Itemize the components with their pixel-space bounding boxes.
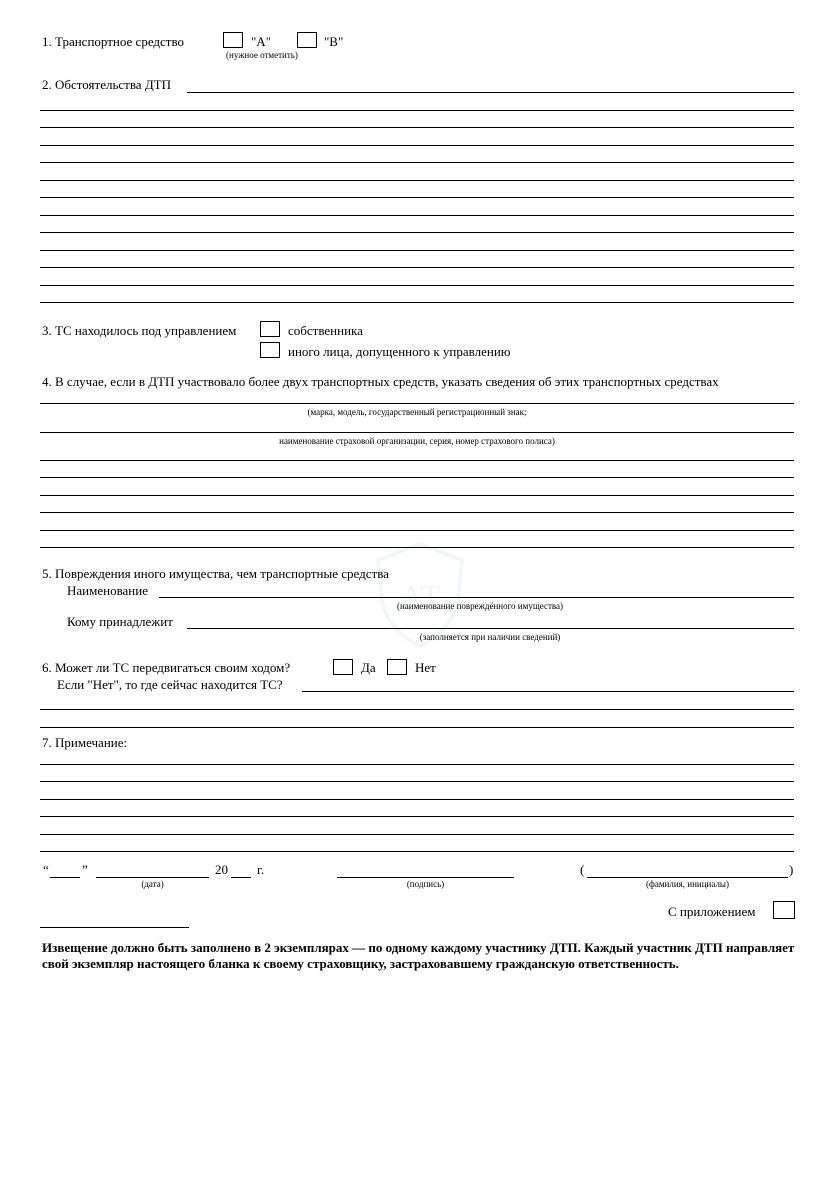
circumstances-line[interactable] <box>40 232 794 233</box>
property-owner-line[interactable] <box>187 628 794 629</box>
property-owner-label: Кому принадлежит <box>67 614 173 629</box>
vehicle-b-checkbox[interactable] <box>297 32 317 48</box>
section1-label: 1. Транспортное средство <box>42 34 185 49</box>
vehicle-location-label: Если "Нет", то где сейчас находится ТС? <box>57 677 283 692</box>
other-vehicles-line[interactable] <box>40 512 794 513</box>
other-vehicles-line[interactable] <box>40 477 794 478</box>
full-name-caption: (фамилия, инициалы) <box>646 879 729 889</box>
attachment-label: С приложением <box>668 904 756 919</box>
property-name-line[interactable] <box>159 597 794 598</box>
notes-line[interactable] <box>40 799 794 800</box>
driver-other-checkbox[interactable] <box>260 342 280 358</box>
date-open-quote: “ <box>43 862 49 877</box>
property-name-label: Наименование <box>67 583 148 598</box>
section7-label: 7. Примечание: <box>42 735 128 750</box>
property-owner-caption: (заполняется при наличии сведений) <box>419 632 561 642</box>
vehicle-location-line[interactable] <box>40 709 794 710</box>
section4-caption1: (марка, модель, государственный регистрационный знак; <box>307 407 527 417</box>
circumstances-line[interactable] <box>187 92 794 93</box>
can-move-no-checkbox[interactable] <box>387 659 407 675</box>
name-close-paren: ) <box>789 862 794 877</box>
notes-line[interactable] <box>40 764 794 765</box>
other-vehicles-line[interactable] <box>40 530 794 531</box>
circumstances-line[interactable] <box>40 285 794 286</box>
footnote-separator <box>40 927 189 928</box>
circumstances-line[interactable] <box>40 197 794 198</box>
vehicle-location-line[interactable] <box>40 727 794 728</box>
circumstances-line[interactable] <box>40 250 794 251</box>
driver-owner-checkbox[interactable] <box>260 321 280 337</box>
circumstances-line[interactable] <box>40 145 794 146</box>
date-caption: (дата) <box>141 879 164 889</box>
name-open-paren: ( <box>580 862 585 877</box>
date-year-line[interactable] <box>231 877 251 878</box>
notes-line[interactable] <box>40 816 794 817</box>
date-day-line[interactable] <box>50 877 80 878</box>
circumstances-line[interactable] <box>40 162 794 163</box>
circumstances-line[interactable] <box>40 302 794 303</box>
other-vehicles-line[interactable] <box>40 432 794 433</box>
can-move-no-label: Нет <box>415 660 436 675</box>
full-name-line[interactable] <box>587 877 788 878</box>
date-close-quote: ” <box>82 862 88 877</box>
circumstances-line[interactable] <box>40 110 794 111</box>
driver-other-label: иного лица, допущенного к управлению <box>288 344 511 359</box>
footnote-text: Извещение должно быть заполнено в 2 экземплярах — по одному каждому участнику ДТП. Каждый участник ДТП направляет свой экземпляр настоящего бланка к своему страховщику, застраховавшему гражданскую ответственность. <box>42 940 795 971</box>
date-year-prefix: 20 <box>215 862 228 877</box>
vehicle-a-label: "А" <box>251 34 272 49</box>
notes-line[interactable] <box>40 851 794 852</box>
svg-text:AT: AT <box>399 579 441 616</box>
can-move-yes-checkbox[interactable] <box>333 659 353 675</box>
vehicle-a-checkbox[interactable] <box>223 32 243 48</box>
section6-label: 6. Может ли ТС передвигаться своим ходом? <box>42 660 291 675</box>
notes-line[interactable] <box>40 834 794 835</box>
circumstances-line[interactable] <box>40 215 794 216</box>
other-vehicles-line[interactable] <box>40 460 794 461</box>
date-year-suffix: г. <box>257 862 265 877</box>
section4-caption2: наименование страховой организации, серия, номер страхового полиса) <box>279 436 555 446</box>
notes-line[interactable] <box>40 781 794 782</box>
signature-caption: (подпись) <box>406 879 445 889</box>
circumstances-line[interactable] <box>40 180 794 181</box>
circumstances-line[interactable] <box>40 127 794 128</box>
attachment-checkbox[interactable] <box>773 901 795 919</box>
section2-label: 2. Обстоятельства ДТП <box>42 77 172 92</box>
section1-hint: (нужное отметить) <box>226 50 298 60</box>
circumstances-line[interactable] <box>40 267 794 268</box>
property-name-caption: (наименование повреждённого имущества) <box>396 601 564 611</box>
can-move-yes-label: Да <box>361 660 376 675</box>
other-vehicles-line[interactable] <box>40 403 794 404</box>
other-vehicles-line[interactable] <box>40 495 794 496</box>
vehicle-b-label: "В" <box>324 34 344 49</box>
signature-line[interactable] <box>337 877 514 878</box>
date-month-line[interactable] <box>96 877 209 878</box>
section4-label: 4. В случае, если в ДТП участвовало более двух транспортных средств, указать сведения об этих транспортных средствах <box>42 374 719 389</box>
driver-owner-label: собственника <box>288 323 363 338</box>
vehicle-location-line[interactable] <box>302 691 794 692</box>
section5-label: 5. Повреждения иного имущества, чем транспортные средства <box>42 566 389 581</box>
section3-label: 3. ТС находилось под управлением <box>42 323 237 338</box>
other-vehicles-line[interactable] <box>40 547 794 548</box>
